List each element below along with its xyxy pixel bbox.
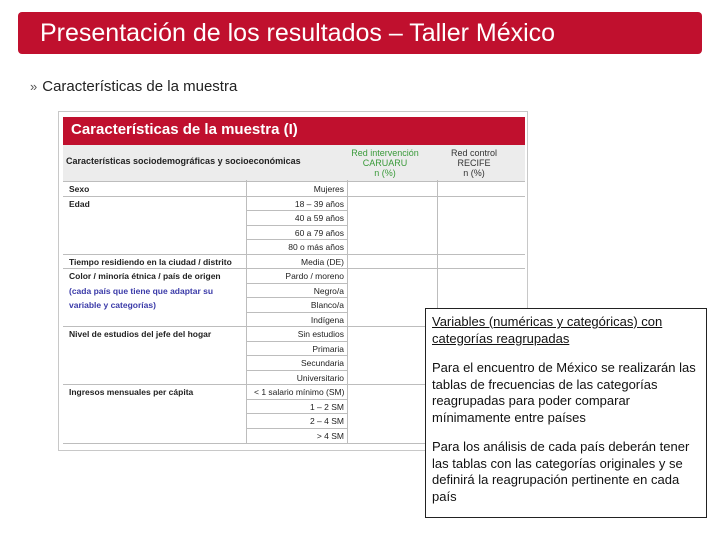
row-separator <box>246 413 347 414</box>
note-paragraph-2: Para los análisis de cada país deberán tener las tablas con las categorías originales y se definirá la reagrupación pertinente en cada país <box>432 439 690 504</box>
slide-title: Presentación de los resultados – Taller México <box>40 19 556 47</box>
table-category-label: Sin estudios <box>297 329 344 339</box>
note-heading: Variables (numéricas y categóricas) con categorías reagrupadas <box>432 314 663 346</box>
table-variable-label: Ingresos mensuales per cápita <box>69 387 194 397</box>
table-category-label: > 4 SM <box>316 430 344 441</box>
row-separator <box>63 254 525 255</box>
row-separator <box>246 312 347 313</box>
table-category-label: Primaria <box>312 343 344 354</box>
table-category-label: 40 a 59 años <box>294 213 344 223</box>
table-category-label: 60 a 79 años <box>294 227 344 238</box>
table-variable-label: (cada país que tiene que adaptar su <box>69 285 214 296</box>
row-separator <box>246 283 347 284</box>
table-variable-label: Color / minoría étnica / país de origen <box>69 271 221 281</box>
note-box <box>425 308 707 518</box>
vline-intervention <box>347 180 348 443</box>
row-separator <box>246 355 347 356</box>
table-variable-label: Edad <box>69 198 90 209</box>
section-subtitle <box>30 78 237 95</box>
table-category-label: Pardo / moreno <box>285 271 344 281</box>
subtitle-text: Características de la muestra <box>42 78 238 95</box>
table-title: Características de la muestra (I) <box>71 121 298 138</box>
row-separator <box>246 297 347 298</box>
table-category-label: 2 – 4 SM <box>309 416 344 426</box>
table-category-label: Indígena <box>310 314 344 325</box>
table-category-label: Media (DE) <box>301 256 344 267</box>
bullet-chevron-icon: » <box>30 79 38 94</box>
header-control-label: Red control RECIFE n (%) <box>450 148 498 178</box>
row-separator <box>246 210 347 211</box>
row-separator <box>63 196 525 197</box>
title-bar <box>18 12 702 54</box>
header-variables-label: Características sociodemográficas y socioeconómicas <box>66 156 301 166</box>
table-category-label: 18 – 39 años <box>294 198 344 209</box>
row-separator <box>246 239 347 240</box>
row-separator <box>246 399 347 400</box>
row-separator <box>63 268 525 269</box>
table-category-label: Secundaria <box>300 358 344 368</box>
table-category-label: Negro/a <box>313 285 344 296</box>
row-separator <box>63 181 525 182</box>
table-variable-label: Nivel de estudios del jefe del hogar <box>69 329 212 339</box>
table-variable-label: Tiempo residiendo en la ciudad / distrito <box>69 256 232 267</box>
table-category-label: Universitario <box>296 372 344 383</box>
row-separator <box>246 428 347 429</box>
table-category-label: < 1 salario mínimo (SM) <box>254 387 345 397</box>
header-intervention-label: Red intervención CARUARU n (%) <box>351 148 419 178</box>
row-separator <box>246 341 347 342</box>
table-title-bar <box>63 117 525 145</box>
row-separator <box>246 225 347 226</box>
table-category-label: 1 – 2 SM <box>309 401 344 412</box>
table-variable-label: Sexo <box>69 184 90 194</box>
table-category-label: Mujeres <box>313 184 344 194</box>
table-category-label: 80 o más años <box>288 242 344 252</box>
table-variable-label: variable y categorías) <box>69 300 156 310</box>
table-category-label: Blanco/a <box>310 300 344 310</box>
note-paragraph-1: Para el encuentro de México se realizarán las tablas de frecuencias de las categorías reagrupadas para poder comparar mínimamente entre países <box>432 360 696 425</box>
row-separator <box>246 370 347 371</box>
